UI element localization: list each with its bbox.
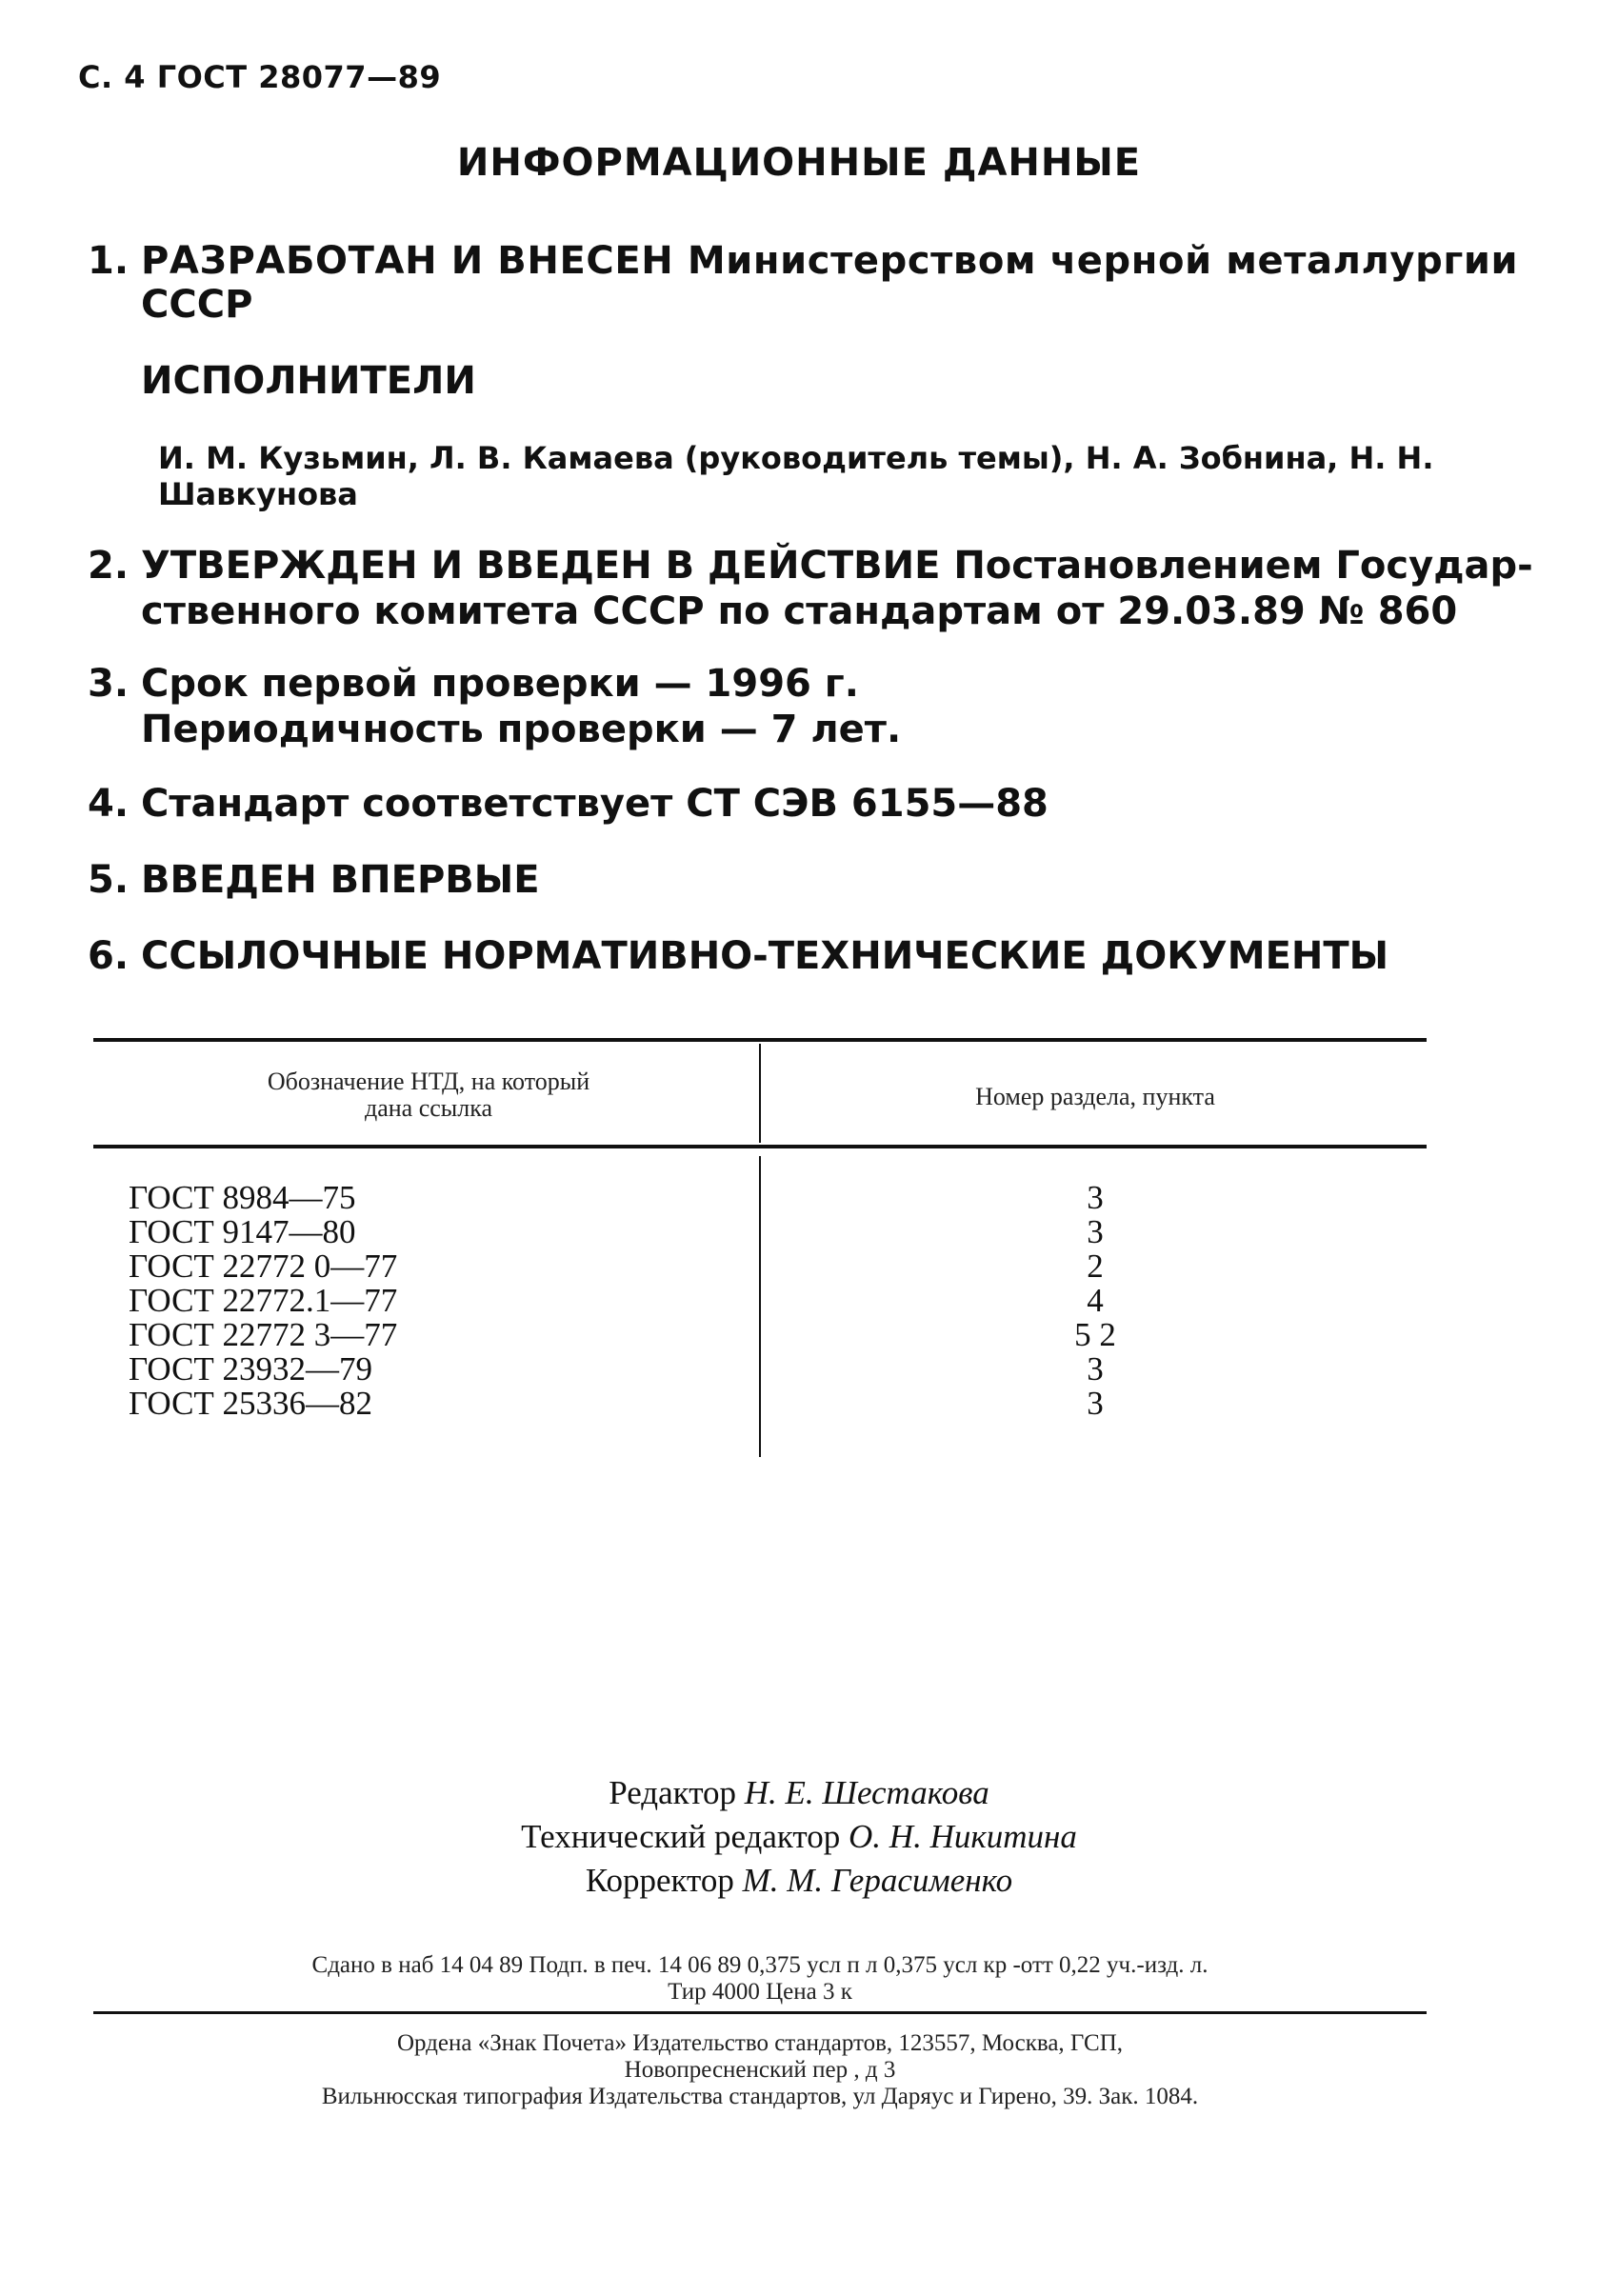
table-cell-doc: ГОСТ 8984—75 <box>129 1179 356 1216</box>
item-1-line1: РАЗРАБОТАН И ВНЕСЕН Министерством черной металлургии <box>141 239 1519 283</box>
item-5-number: 5. <box>88 858 130 902</box>
item-5-text: ВВЕДЕН ВПЕРВЫЕ <box>141 858 540 902</box>
item-3 <box>88 661 859 707</box>
table-cell-doc: ГОСТ 22772 3—77 <box>129 1316 398 1353</box>
item-6 <box>88 933 1388 979</box>
credit-tech-editor <box>0 1815 1598 1859</box>
credit-tech-editor-label: Технический редактор <box>521 1818 841 1855</box>
item-4 <box>88 781 1049 827</box>
credit-corrector-name: М. М. Герасименко <box>742 1862 1013 1899</box>
table-cell-section: 5 2 <box>1074 1316 1116 1353</box>
item-6-text: ССЫЛОЧНЫЕ НОРМАТИВНО-ТЕХНИЧЕСКИЕ ДОКУМЕНТЫ <box>141 934 1389 978</box>
table-top-rule <box>93 1038 1427 1042</box>
item-3-number: 3. <box>88 662 130 706</box>
page-title: ИНФОРМАЦИОННЫЕ ДАННЫЕ <box>456 141 1142 185</box>
executors-heading: ИСПОЛНИТЕЛИ <box>141 359 476 403</box>
item-1 <box>88 238 1518 284</box>
imprint-line5: Вильнюсская типография Издательства стандартов, ул Даряус и Гирено, 39. Зак. 1084. <box>321 2084 1199 2109</box>
table-col1-body <box>129 1181 738 1421</box>
table-cell-doc: ГОСТ 22772 0—77 <box>129 1248 398 1285</box>
credit-tech-editor-name: О. Н. Никитина <box>849 1818 1077 1855</box>
table-cell-doc: ГОСТ 9147—80 <box>129 1213 356 1250</box>
imprint-rule <box>93 2011 1427 2014</box>
table-col1-header <box>114 1068 743 1122</box>
table-col1-header-line1: Обозначение НТД, на который <box>267 1068 590 1095</box>
item-4-number: 4. <box>88 782 130 826</box>
table-header-rule <box>93 1145 1427 1148</box>
credit-editor <box>0 1771 1598 1815</box>
table-cell-section: 3 <box>1087 1213 1104 1250</box>
item-2-line2: ственного комитета СССР по стандартам от 29.03.89 № 860 <box>141 589 1458 633</box>
table-header-divider <box>759 1044 761 1143</box>
imprint-line3: Ордена «Знак Почета» Издательство стандартов, 123557, Москва, ГСП, <box>396 2030 1124 2056</box>
table-body-divider <box>759 1156 761 1457</box>
table-col2-body <box>762 1181 1428 1421</box>
item-3-line1: Срок первой проверки — 1996 г. <box>141 662 859 706</box>
table-cell-section: 3 <box>1087 1385 1104 1422</box>
item-5 <box>88 857 540 903</box>
item-4-text: Стандарт соответствует СТ СЭВ 6155—88 <box>141 782 1049 826</box>
item-1-number: 1. <box>88 239 130 283</box>
table-cell-doc: ГОСТ 25336—82 <box>129 1385 373 1422</box>
executors-line1: И. М. Кузьмин, Л. В. Камаева (руководитель темы), Н. А. Зобнина, Н. Н. <box>158 440 1434 476</box>
table-col1-header-line2: дана ссылка <box>364 1094 493 1122</box>
item-6-number: 6. <box>88 934 130 978</box>
credit-editor-name: Н. Е. Шестакова <box>744 1774 989 1811</box>
table-cell-section: 3 <box>1087 1350 1104 1388</box>
imprint-line4: Новопресненский пер , д 3 <box>624 2057 896 2083</box>
item-1-line2: СССР <box>141 283 253 327</box>
item-2-line1: УТВЕРЖДЕН И ВВЕДЕН В ДЕЙСТВИЕ Постановлением Государ- <box>141 544 1533 588</box>
credit-corrector <box>0 1859 1598 1903</box>
item-2 <box>88 543 1533 589</box>
table-cell-section: 3 <box>1087 1179 1104 1216</box>
item-2-number: 2. <box>88 544 130 588</box>
item-3-line2: Периодичность проверки — 7 лет. <box>141 708 902 751</box>
imprint-line2: Тир 4000 Цена 3 к <box>668 1979 852 2005</box>
table-col2-header: Номер раздела, пункта <box>975 1083 1215 1110</box>
credit-corrector-label: Корректор <box>585 1862 734 1899</box>
executors-line2: Шавкунова <box>158 476 358 512</box>
table-cell-section: 4 <box>1087 1282 1104 1319</box>
imprint-line1: Сдано в наб 14 04 89 Подп. в печ. 14 06 89 0,375 усл п л 0,375 усл кр -отт 0,22 уч.-изд. л. <box>311 1952 1208 1978</box>
credit-editor-label: Редактор <box>609 1774 737 1811</box>
page-header: С. 4 ГОСТ 28077—89 <box>78 59 442 95</box>
table-cell-doc: ГОСТ 22772.1—77 <box>129 1282 398 1319</box>
table-cell-doc: ГОСТ 23932—79 <box>129 1350 373 1388</box>
table-cell-section: 2 <box>1087 1248 1104 1285</box>
